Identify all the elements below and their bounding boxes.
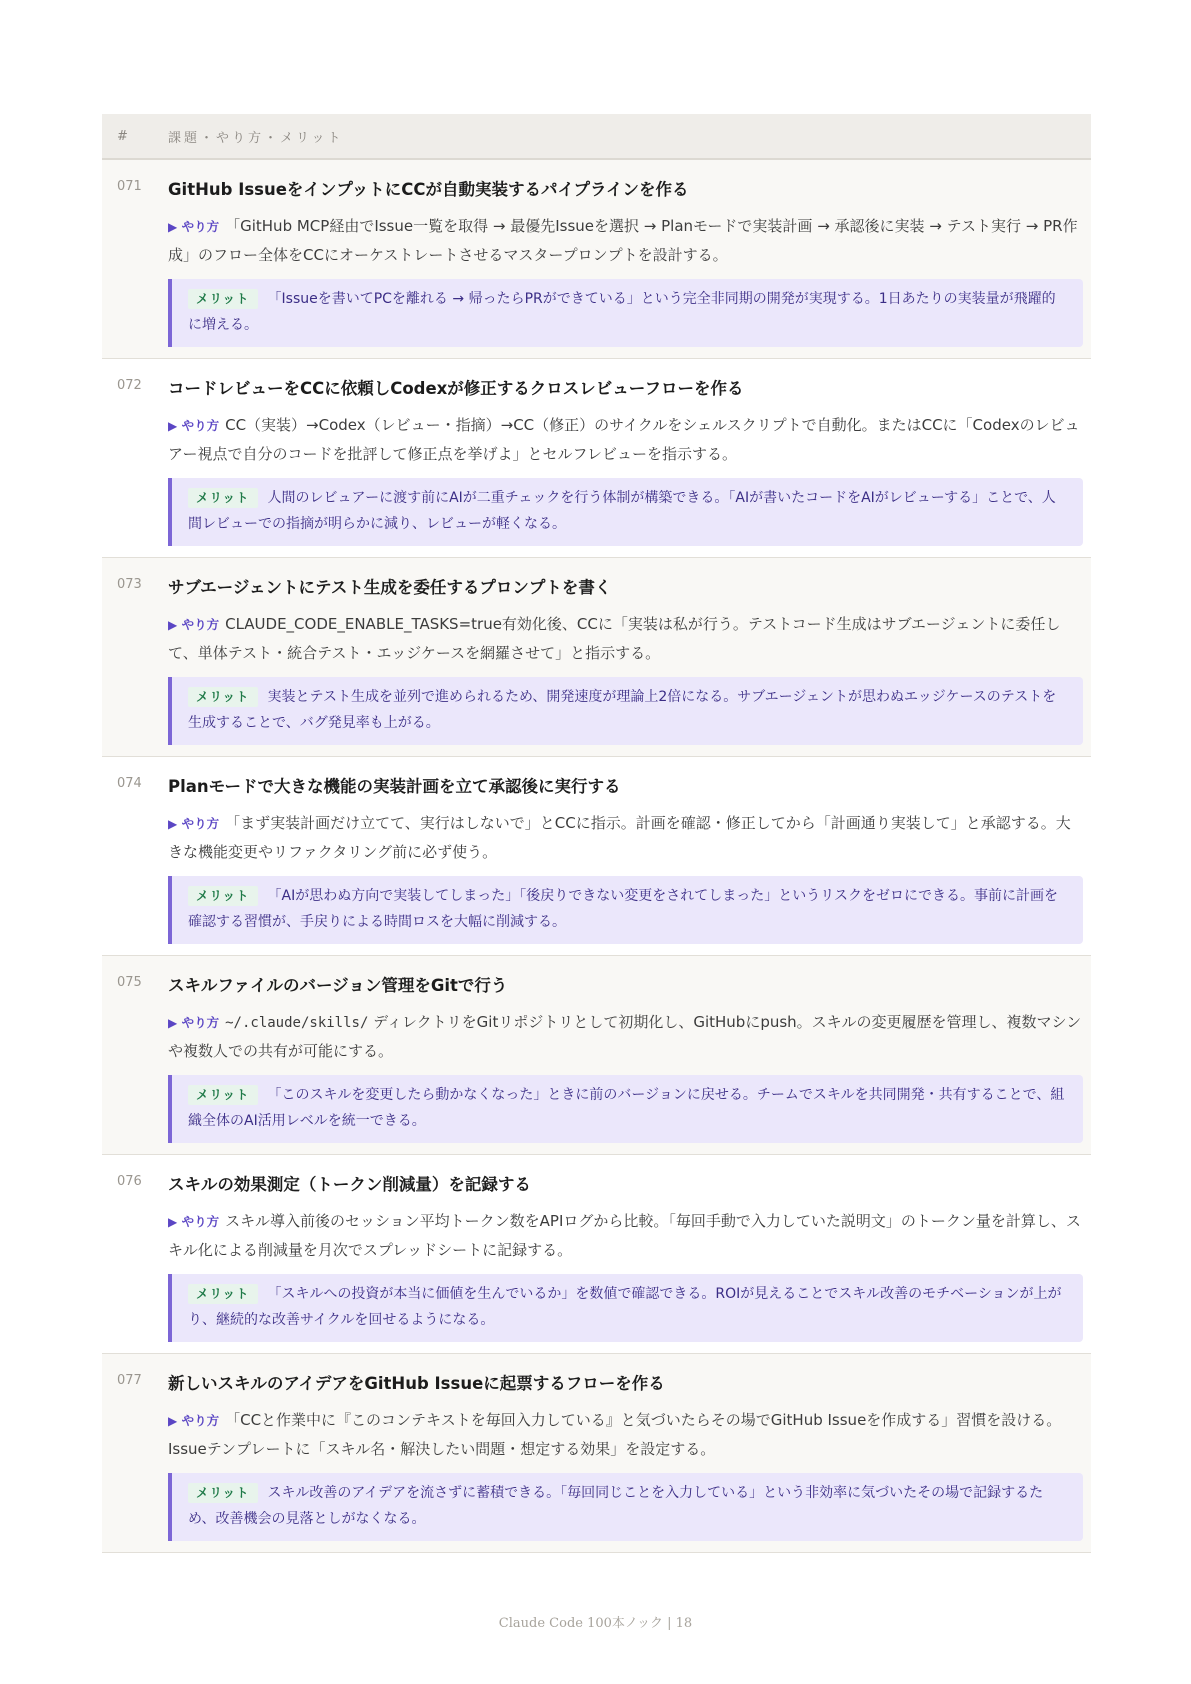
merit-badge: メリット — [188, 1085, 258, 1105]
how-text — [168, 1406, 1083, 1463]
triangle-right-icon: ▶ — [168, 618, 178, 632]
header-number: # — [117, 128, 131, 144]
how-label-text: やり方 — [181, 617, 220, 632]
merit-box — [168, 1274, 1083, 1342]
row-title: 新しいスキルのアイデアをGitHub Issueに起票するフローを作る — [168, 1374, 665, 1393]
how-text-pre: 「CCと作業中に『このコンテキストを毎回入力している』と気づいたらその場でGitHub Issueを作成する」習慣を設ける。Issueテンプレートに「スキル名・解決したい問題・想定する効果」を設定する。 — [168, 1411, 1062, 1458]
page-footer: Claude Code 100本ノック | 18 — [498, 1616, 693, 1631]
row-title: スキルの効果測定（トークン削減量）を記録する — [168, 1175, 531, 1194]
table-row — [102, 359, 1091, 558]
how-text — [168, 411, 1083, 468]
knock-table — [102, 114, 1091, 1553]
how-text-pre: スキル導入前後のセッション平均トークン数をAPIログから比較。「毎回手動で入力していた説明文」のトークン量を計算し、スキル化による削減量を月次でスプレッドシートに記録する。 — [168, 1212, 1081, 1259]
merit-box — [168, 677, 1083, 745]
row-number: 073 — [117, 577, 142, 592]
merit-text: 「AIが思わぬ方向で実装してしまった」「後戻りできない変更をされてしまった」というリスクをゼロにできる。事前に計画を確認する習慣が、手戻りによる時間ロスを大幅に削減する。 — [188, 888, 1058, 930]
merit-badge: メリット — [188, 1483, 258, 1503]
how-label-text: やり方 — [181, 418, 220, 433]
triangle-right-icon: ▶ — [168, 1016, 178, 1030]
merit-badge: メリット — [188, 687, 258, 707]
how-label-text: やり方 — [181, 1214, 220, 1229]
merit-badge: メリット — [188, 289, 258, 309]
how-label-text: やり方 — [181, 219, 220, 234]
how-label — [168, 1413, 219, 1428]
row-title: サブエージェントにテスト生成を委任するプロンプトを書く — [168, 578, 612, 597]
merit-badge: メリット — [188, 488, 258, 508]
how-text — [168, 1008, 1083, 1065]
how-code: ~/.claude/skills/ — [225, 1015, 369, 1031]
row-number: 075 — [117, 975, 142, 990]
row-title: コードレビューをCCに依頼しCodexが修正するクロスレビューフローを作る — [168, 379, 744, 398]
triangle-right-icon: ▶ — [168, 220, 178, 234]
table-row — [102, 956, 1091, 1155]
row-content — [168, 178, 1083, 347]
header-content: 課題・やり方・メリット — [168, 130, 344, 146]
table-row — [102, 1155, 1091, 1354]
how-label — [168, 418, 219, 433]
merit-text: 実装とテスト生成を並列で進められるため、開発速度が理論上2倍になる。サブエージェントが思わぬエッジケースのテストを生成することで、バグ発見率も上がる。 — [188, 689, 1057, 731]
how-text — [168, 1207, 1083, 1264]
triangle-right-icon: ▶ — [168, 1414, 178, 1428]
row-title: GitHub IssueをインプットにCCが自動実装するパイプラインを作る — [168, 180, 689, 199]
triangle-right-icon: ▶ — [168, 817, 178, 831]
how-label-text: やり方 — [181, 1413, 220, 1428]
how-text — [168, 610, 1083, 667]
row-content — [168, 377, 1083, 546]
how-text-pre: 「まず実装計画だけ立てて、実行はしないで」とCCに指示。計画を確認・修正してから「計画通り実装して」と承認する。大きな機能変更やリファクタリング前に必ず使う。 — [168, 814, 1071, 861]
how-text-pre: 「GitHub MCP経由でIssue一覧を取得 → 最優先Issueを選択 → Planモードで実装計画 → 承認後に実装 → テスト実行 → PR作成」のフロー全体をCCにオーケストレートさせるマスタープロンプトを設計する。 — [168, 217, 1078, 264]
row-content — [168, 1372, 1083, 1541]
merit-badge: メリット — [188, 886, 258, 906]
how-label — [168, 1214, 219, 1229]
how-text — [168, 212, 1083, 269]
row-title: スキルファイルのバージョン管理をGitで行う — [168, 976, 508, 995]
table-header — [102, 114, 1091, 160]
merit-box — [168, 1473, 1083, 1541]
how-text-pre: CLAUDE_CODE_ENABLE_TASKS=true有効化後、CCに「実装は私が行う。テストコード生成はサブエージェントに委任して、単体テスト・統合テスト・エッジケースを網羅させて」と指示する。 — [168, 615, 1061, 662]
how-text-pre: CC（実装）→Codex（レビュー・指摘）→CC（修正）のサイクルをシェルスクリプトで自動化。またはCCに「Codexのレビュアー視点で自分のコードを批評して修正点を挙げよ」とセルフレビューを指示する。 — [168, 416, 1080, 463]
table-row — [102, 160, 1091, 359]
table-row — [102, 1354, 1091, 1553]
row-content — [168, 775, 1083, 944]
how-label — [168, 1015, 219, 1030]
how-label — [168, 219, 219, 234]
triangle-right-icon: ▶ — [168, 1215, 178, 1229]
how-label-text: やり方 — [181, 816, 220, 831]
row-number: 076 — [117, 1174, 142, 1189]
merit-text: 「スキルへの投資が本当に価値を生んでいるか」を数値で確認できる。ROIが見えることでスキル改善のモチベーションが上がり、継続的な改善サイクルを回せるようになる。 — [188, 1286, 1062, 1328]
how-label — [168, 816, 219, 831]
merit-box — [168, 876, 1083, 944]
how-label-text: やり方 — [181, 1015, 220, 1030]
row-number: 072 — [117, 378, 142, 393]
merit-box — [168, 279, 1083, 347]
merit-box — [168, 1075, 1083, 1143]
table-row — [102, 558, 1091, 757]
triangle-right-icon: ▶ — [168, 419, 178, 433]
table-row — [102, 757, 1091, 956]
merit-text: 「このスキルを変更したら動かなくなった」ときに前のバージョンに戻せる。チームでスキルを共同開発・共有することで、組織全体のAI活用レベルを統一できる。 — [188, 1087, 1065, 1129]
row-content — [168, 974, 1083, 1143]
merit-box — [168, 478, 1083, 546]
row-number: 071 — [117, 179, 142, 194]
merit-text: スキル改善のアイデアを流さずに蓄積できる。「毎回同じことを入力している」という非効率に気づいたその場で記録するため、改善機会の見落としがなくなる。 — [188, 1485, 1044, 1527]
table-body — [102, 160, 1091, 1553]
how-label — [168, 617, 219, 632]
merit-text: 「Issueを書いてPCを離れる → 帰ったらPRができている」という完全非同期の開発が実現する。1日あたりの実装量が飛躍的に増える。 — [188, 291, 1056, 333]
merit-badge: メリット — [188, 1284, 258, 1304]
row-content — [168, 1173, 1083, 1342]
how-text-post: ディレクトリをGitリポジトリとして初期化し、GitHubにpush。スキルの変更履歴を管理し、複数マシンや複数人での共有が可能にする。 — [168, 1013, 1082, 1060]
row-content — [168, 576, 1083, 745]
how-text — [168, 809, 1083, 866]
merit-text: 人間のレビュアーに渡す前にAIが二重チェックを行う体制が構築できる。「AIが書いたコードをAIがレビューする」ことで、人間レビューでの指摘が明らかに減り、レビューが軽くなる。 — [188, 490, 1056, 532]
row-title: Planモードで大きな機能の実装計画を立て承認後に実行する — [168, 777, 621, 796]
row-number: 074 — [117, 776, 142, 791]
row-number: 077 — [117, 1373, 142, 1388]
